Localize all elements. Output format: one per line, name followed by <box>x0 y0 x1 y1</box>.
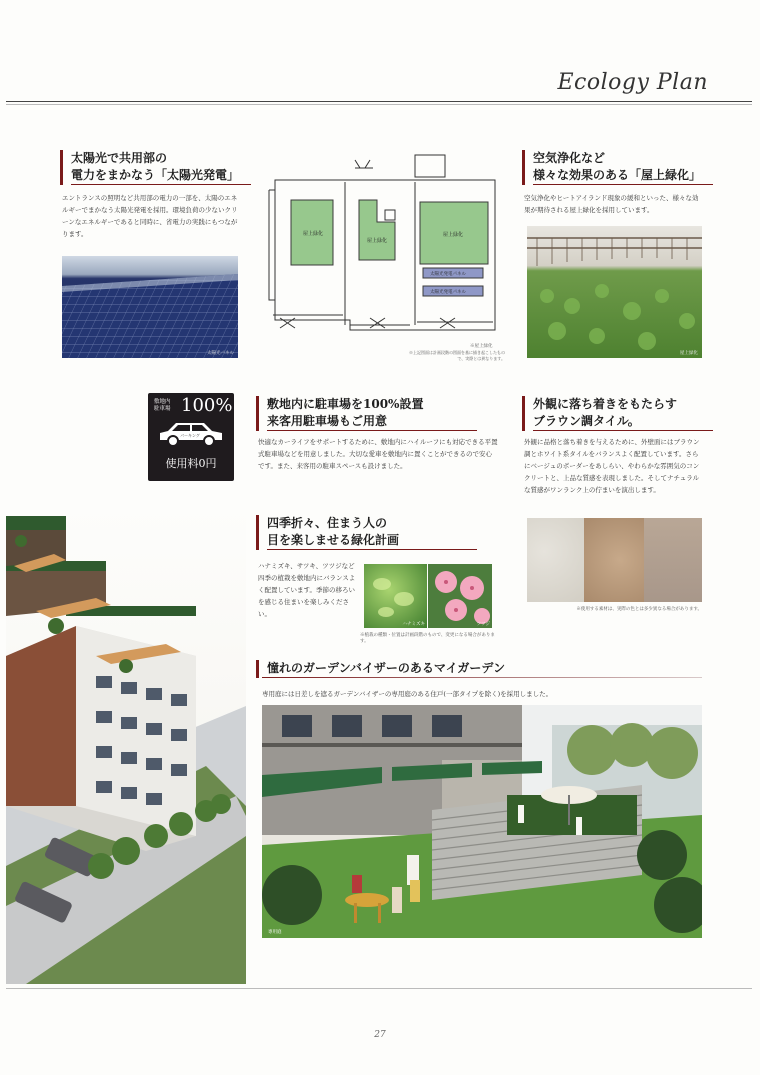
tile-sample-white <box>527 518 584 602</box>
parking-badge-top-text: 敷地内 駐車場 <box>154 399 171 412</box>
parking-title-line1: 敷地内に駐車場を100%設置 <box>267 397 424 411</box>
page-number: 27 <box>374 1030 386 1040</box>
solar-photo-caption: 太陽光パネル <box>207 351 234 356</box>
footer-rule <box>6 988 752 989</box>
greenery-title <box>256 515 477 550</box>
solar-body: エントランスの照明など共用部の電力の一部を、太陽のエネルギーでまかなう太陽光発電を採用。環境負荷の少ないクリーンなエネルギーであると同時に、省電力の実践にもつながります。 <box>62 194 238 238</box>
tile-sample-brown <box>644 518 702 602</box>
roof-plan-diagram <box>255 150 505 350</box>
greenery-title-line1: 四季折々、住まう人の <box>267 516 388 530</box>
parking-body: 快適なカーライフをサポートするために、敷地内にハイルーフにも対応できる平置式駐車場などを用意しました。大切な愛車を敷地内に置くことができるので安心です。また、来客用の駐車スペースも設けました。 <box>258 438 498 470</box>
parking-badge-fee: 使用料0円 <box>165 457 217 470</box>
solar-title <box>60 150 251 185</box>
greenery-title-line2: 目を楽しませる緑化計画 <box>267 532 477 550</box>
roof-plan-caption: ※上記図面は計画段階の図面を基に描き起こしたもので、実際とは異なります。 <box>409 350 505 361</box>
roof-greening-title-line1: 空気浄化など <box>533 151 606 165</box>
greenery-photo-left-caption: ハナミズキ <box>402 622 425 627</box>
greenery-photo-left <box>364 564 427 628</box>
parking-badge-car-label: パーキング <box>180 433 200 438</box>
parking-badge-percent: 100% <box>181 395 233 416</box>
roof-greening-photo <box>527 226 702 358</box>
solar-title-line1: 太陽光で共用部の <box>71 151 168 165</box>
garden-photo <box>262 705 702 938</box>
roof-plan-panel-2: 太陽光発電パネル <box>430 290 466 295</box>
garden-photo-caption: 専用庭 <box>268 930 282 935</box>
tile-title-line2: ブラウン調タイル。 <box>533 413 713 431</box>
roof-plan-label-3: 屋上緑化 <box>443 232 464 238</box>
building-illustration <box>6 506 246 984</box>
tile-caption: ※使用する素材は、実際の色とは多少異なる場合があります。 <box>576 607 702 612</box>
greenery-body: ハナミズキ、サツキ、ツツジなど四季の植栽を敷地内にバランスよく配置しています。季節の移ろいを感じる住まいを楽しみください。 <box>258 562 356 618</box>
parking-title-line2: 来客用駐車場もご用意 <box>267 413 477 431</box>
tile-title <box>522 396 713 431</box>
header-brand: Ecology Plan <box>557 70 708 95</box>
greenery-photo-right <box>428 564 492 628</box>
header-rule <box>6 101 752 102</box>
roof-greening-title <box>522 150 713 185</box>
roof-greening-title-line2: 様々な効果のある「屋上緑化」 <box>533 167 713 185</box>
garden-title-band <box>262 677 702 678</box>
roof-plan-label-1: 屋上緑化 <box>303 231 324 237</box>
roof-plan-legend: ※屋上緑化 <box>470 344 493 349</box>
roof-greening-body: 空気浄化やヒートアイランド現象の緩和といった、様々な効果が期待される屋上緑化を採用しています。 <box>524 194 699 214</box>
greenery-photo-right-caption: ツツジ <box>476 622 490 627</box>
parking-title <box>256 396 477 431</box>
roof-plan-panel-1: 太陽光発電パネル <box>430 272 466 277</box>
tile-sample-beige <box>584 518 644 602</box>
roof-greening-photo-caption: 屋上緑化 <box>680 351 698 356</box>
garden-title <box>256 660 567 678</box>
solar-panel-photo <box>62 256 238 358</box>
garden-title-text: 憧れのガーデンバイザーのあるマイガーデン <box>267 660 567 678</box>
car-icon <box>156 418 226 450</box>
tile-title-line1: 外観に落ち着きをもたらす <box>533 397 678 411</box>
header-rule-thin <box>6 104 752 105</box>
greenery-caption: ※植栽の種類・位置は計画段階のもので、変更になる場合があります。 <box>360 633 495 644</box>
garden-body: 専用庭には日差しを遮るガーデンバイザーの専用庭のある住戸(一部タイプを除く)を採用しました。 <box>262 690 553 698</box>
parking-badge <box>148 393 234 481</box>
tile-samples <box>527 518 702 602</box>
roof-plan-label-2: 屋上緑化 <box>367 238 388 244</box>
tile-body: 外観に品格と落ち着きを与えるために、外壁面にはブラウン調とホワイト系タイルをバランスよく配置しています。さらにベージュのボーダーをあしらい、やわらかな雰囲気のコンクリートと、上品な質感を表現しました。そしてナチュラルな質感がワンランク上の佇まいを演出します。 <box>524 438 700 494</box>
solar-title-line2: 電力をまかなう「太陽光発電」 <box>71 167 251 185</box>
